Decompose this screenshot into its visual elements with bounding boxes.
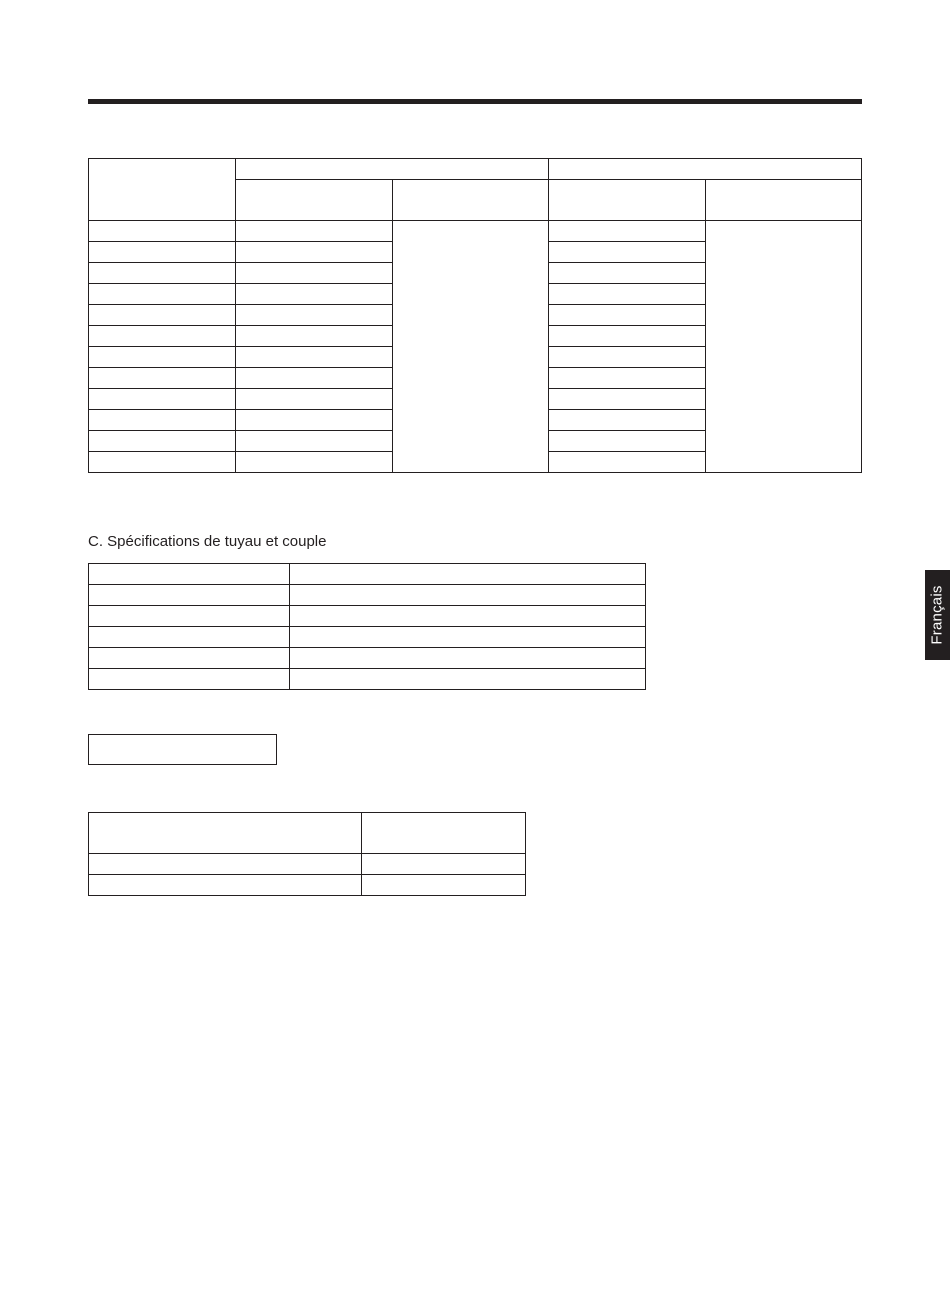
table-cell: [89, 347, 236, 368]
table-cell: [549, 452, 705, 473]
table-cell: [362, 875, 526, 896]
table-header-cell: [392, 180, 548, 221]
table-cell: [290, 648, 646, 669]
table-cell: [362, 854, 526, 875]
table-merged-cell: [392, 221, 548, 473]
note-box: [88, 734, 277, 765]
table-cell: [89, 389, 236, 410]
table-cell: [236, 242, 392, 263]
table-cell: [236, 347, 392, 368]
table-cell: [236, 263, 392, 284]
table-cell: [89, 410, 236, 431]
table-cell: [236, 326, 392, 347]
table-cell: [290, 627, 646, 648]
table-cell: [89, 606, 290, 627]
specification-table: [88, 158, 862, 473]
table-cell: [549, 326, 705, 347]
table-header-cell: [236, 180, 392, 221]
table-cell: [89, 431, 236, 452]
table-cell: [549, 305, 705, 326]
table-cell: [236, 389, 392, 410]
header-rule: [88, 99, 862, 104]
table-cell: [89, 585, 290, 606]
table-cell: [290, 669, 646, 690]
table-cell: [236, 305, 392, 326]
pipe-torque-table: [88, 563, 646, 690]
language-tab-label: Français: [928, 585, 946, 645]
table-cell: [549, 242, 705, 263]
table-header-cell: [362, 813, 526, 854]
table-cell: [89, 627, 290, 648]
table-cell: [549, 284, 705, 305]
table-cell: [236, 368, 392, 389]
table-header-group: [549, 159, 862, 180]
table-cell: [89, 368, 236, 389]
table-cell: [290, 606, 646, 627]
table-cell: [549, 221, 705, 242]
table-cell: [89, 452, 236, 473]
table-cell: [89, 669, 290, 690]
small-table: [88, 812, 526, 896]
language-tab: [925, 570, 950, 660]
table-cell: [549, 431, 705, 452]
table-cell: [236, 410, 392, 431]
table-cell: [89, 564, 290, 585]
table-cell: [549, 263, 705, 284]
table-cell: [89, 284, 236, 305]
table-cell: [89, 648, 290, 669]
table-cell: [236, 431, 392, 452]
table-cell: [89, 854, 362, 875]
table-cell: [549, 410, 705, 431]
table-header-cell: [549, 180, 705, 221]
table-cell: [89, 305, 236, 326]
table-cell: [290, 585, 646, 606]
table-header-cell: [89, 813, 362, 854]
table-header-cell: [89, 159, 236, 221]
table-cell: [549, 347, 705, 368]
table-cell: [290, 564, 646, 585]
table-cell: [89, 242, 236, 263]
table-merged-cell: [705, 221, 861, 473]
table-cell: [89, 221, 236, 242]
table-cell: [549, 389, 705, 410]
table-cell: [89, 875, 362, 896]
table-cell: [236, 284, 392, 305]
table-cell: [89, 263, 236, 284]
table-header-cell: [705, 180, 861, 221]
table-cell: [549, 368, 705, 389]
table-cell: [89, 326, 236, 347]
table-cell: [236, 452, 392, 473]
section-c-title: C. Spécifications de tuyau et couple: [88, 533, 327, 550]
table-header-group: [236, 159, 549, 180]
table-cell: [236, 221, 392, 242]
